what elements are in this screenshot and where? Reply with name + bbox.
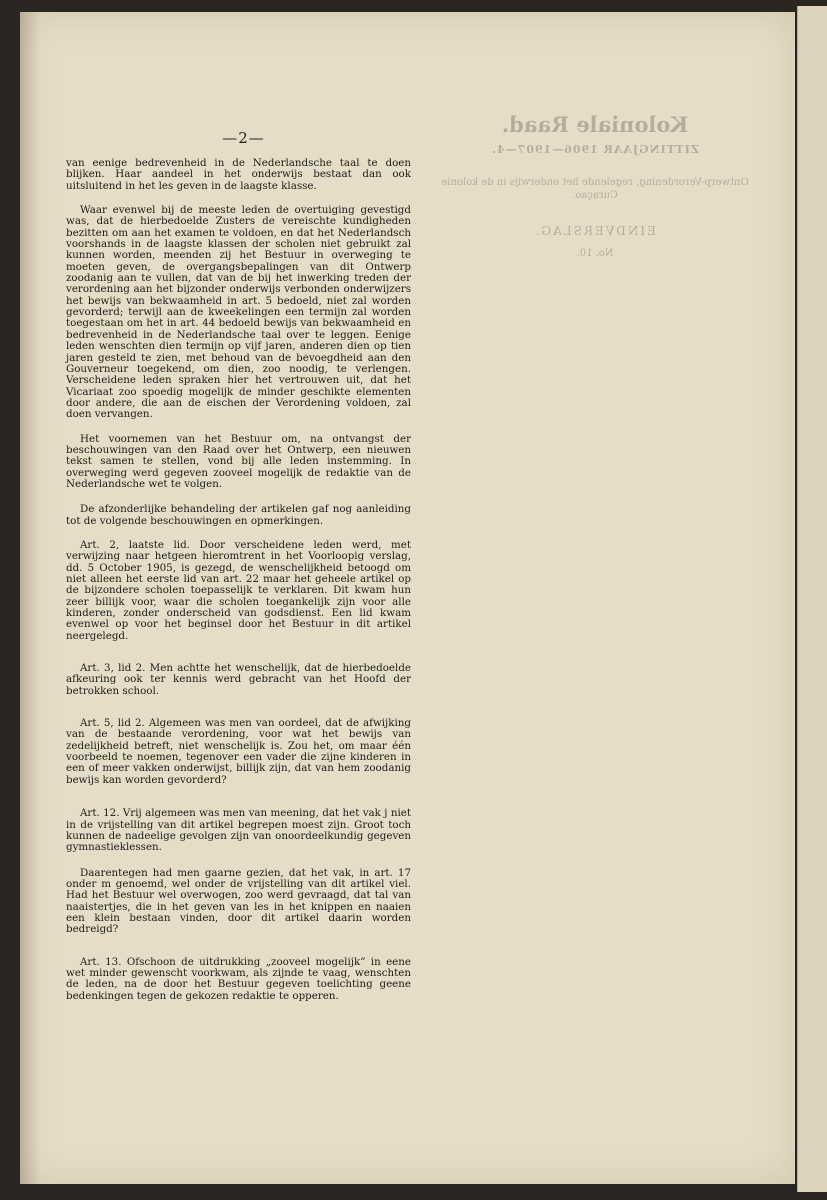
paragraph-art-12: Art. 12. Vrij algemeen was men van meening, dat het vak j niet in de vrijstelling van dit artikel begrepen moest zijn. Groot toch kunnen de nadeelige gevolgen zijn van onoordeelkundig gegeven gymnastieklessen. — [66, 807, 411, 854]
bleed-through-text — [430, 112, 760, 259]
paragraph-art-5: Art. 5, lid 2. Algemeen was men van oordeel, dat de afwijking van de bestaande verordening, voor wat het bewijs van zedelijkheid betreft, niet wenschelijk is. Zou het, om maar één voorbeeld te noemen, tegenover een vader die zijne kinderen in een of meer vakken onderwijst, billijk zijn, dat van hem zoodanig bewijs kan worden gevorderd? — [66, 717, 411, 786]
paragraph-art-3: Art. 3, lid 2. Men achtte het wenschelijk, dat de hierbedoelde afkeuring ook ter kennis werd gebracht van het Hoofd der betrokken school. — [66, 662, 411, 697]
text-column — [66, 158, 411, 1002]
paragraph-art-2: Art. 2, laatste lid. Door verscheidene leden werd, met verwijzing naar hetgeen hieromtrent in het Voorloopig verslag, dd. 5 October 1905, is gezegd, de wenschelijkheid betoogd om niet alleen het eerste lid van art. 22 maar het geheele artikel op de bijzondere scholen toepasselijk te verklaren. Dit kwam hun zeer billijk voor, waar die scholen toegankelijk zijn voor alle kinderen, zonder onderscheid van godsdienst. Een lid kwam evenwel op voor het beginsel door het Bestuur in dit artikel neergelegd. — [66, 538, 411, 642]
paragraph-art-17: Daarentegen had men gaarne gezien, dat het vak, in art. 17 onder m genoemd, wel onder de vrijstelling van dit artikel viel. Had het Bestuur wel overwogen, zoo werd gevraagd, dat tal van naaistertjes, die in het geven van les in het knippen en naaien een klein bestaan vinden, door dit artikel daarin worden bedreigd? — [66, 866, 411, 936]
paragraph-transition: Waar evenwel bij de meeste leden de overtuiging gevestigd was, dat de hierbedoelde Zusters de vereischte kundigheden bezitten om aan het examen te voldoen, en dat het Nederlandsch voorshands in de laagste klassen der scholen niet gebruikt zal kunnen worden, meenden zij het Bestuur in overweging te moeten geven, de overgangsbepalingen van dit Ontwerp zoodanig aan te vullen, dat van de bij het inwerking treden der verordening aan het bijzonder onderwijs verbonden onderwijzers het bewijs van bekwaamheid in art. 5 bedoeld, niet zal worden gevorderd; terwijl aan de kweekelingen een termijn zal worden toegestaan om het in art. 44 bedoeld bewijs van bekwaamheid en bedrevenheid in de Nederlandsche taal over te leggen. Eenige leden wenschten dien termijn op vijf jaren, anderen dien op tien jaren gesteld te zien, met behoud van de bevoegdheid aan den Gouverneur toegekend, om dien, zoo noodig, te verlengen. Verscheidene leden spraken hier het vertrouwen uit, dat het Vicariaat zoo spoedig mogelijk de minder geschikte elementen door andere, die aan de eischen der Verordening voldoen, zal doen vervangen. — [66, 204, 411, 421]
paragraph-art-13: Art. 13. Ofschoon de uitdrukking „zooveel mogelijk” in eene wet minder gewenscht voorkwam, als zijnde te vaag, wenschten de leden, na de door het Bestuur gegeven toelichting geene bedenkingen tegen de gekozen redaktie te opperen. — [66, 955, 411, 1002]
page-number: —2— — [222, 129, 265, 147]
bleed-number: No. 10. — [576, 248, 614, 259]
adjacent-page-edge — [797, 6, 827, 1192]
bleed-subject: Ontwerp-Verordening, regelende het onderwijs in de kolonie Curaçao. — [441, 177, 749, 201]
bleed-title: Koloniale Raad. — [501, 112, 689, 137]
bleed-report: EINDVERSLAG. — [534, 224, 656, 238]
paragraph-articles-intro: De afzonderlijke behandeling der artikelen gaf nog aanleiding tot de volgende beschouwingen en opmerkingen. — [66, 503, 411, 527]
binding-shadow — [20, 12, 40, 1184]
paragraph-new-text: Het voornemen van het Bestuur om, na ontvangst der beschouwingen van den Raad over het Ontwerp, een nieuwen tekst samen te stellen, vond bij alle leden instemming. In overweging werd gegeven zooveel mogelijk de redaktie van de Nederlandsche wet te volgen. — [66, 432, 411, 490]
bleed-session: ZITTINGJAAR 1906—1907—4. — [491, 143, 699, 156]
paragraph-continued: van eenige bedrevenheid in de Nederlandsche taal te doen blijken. Haar aandeel in het onderwijs bestaat dan ook uitsluitend in het les geven in de laagste klasse. — [66, 157, 411, 192]
